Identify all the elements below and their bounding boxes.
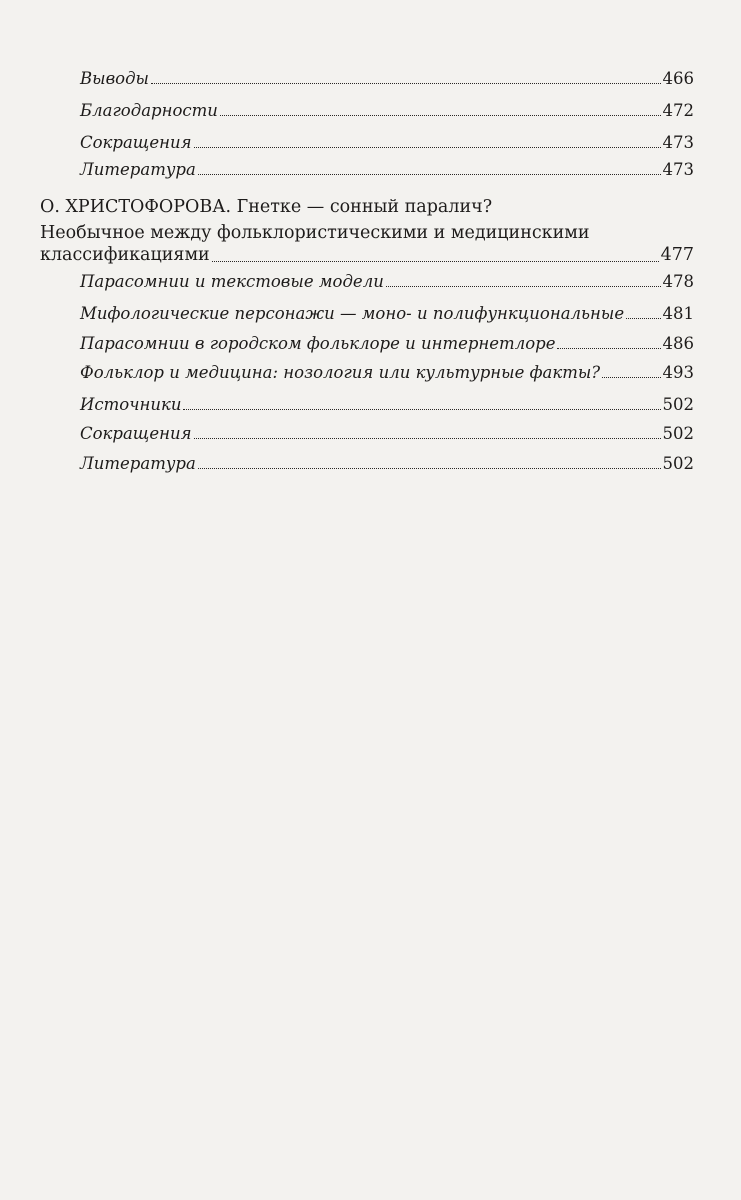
toc-entry-literature[interactable] bbox=[80, 160, 694, 180]
toc-entry-page: 502 bbox=[662, 454, 694, 473]
toc-entry-title: Благодарности bbox=[80, 101, 218, 120]
toc-entry-literature-2[interactable] bbox=[80, 454, 694, 474]
toc-entry-title: Выводы bbox=[80, 69, 149, 88]
dot-leader bbox=[198, 174, 661, 175]
dot-leader bbox=[183, 409, 660, 410]
toc-entry-title: Сокращения bbox=[80, 133, 192, 152]
dot-leader bbox=[602, 377, 660, 378]
chapter-heading-line-1[interactable]: О. ХРИСТОФОРОВА. Гнетке — сонный паралич? bbox=[40, 197, 493, 217]
toc-entry-parasomnia-models[interactable] bbox=[80, 272, 694, 292]
toc-entry-title: Парасомнии и текстовые модели bbox=[80, 272, 384, 291]
toc-entry-title: Фольклор и медицина: нозология или культурные факты? bbox=[80, 363, 601, 382]
toc-entry-page: 486 bbox=[662, 334, 694, 353]
toc-entry-conclusions[interactable] bbox=[80, 69, 694, 89]
toc-entry-title: Мифологические персонажи — моно- и полифункциональные bbox=[80, 304, 625, 323]
toc-entry-page: 481 bbox=[662, 304, 694, 323]
toc-entry-urban-folklore[interactable] bbox=[80, 334, 694, 354]
toc-entry-folklore-medicine[interactable] bbox=[80, 363, 694, 383]
dot-leader bbox=[212, 261, 659, 262]
toc-entry-page: 502 bbox=[662, 395, 694, 414]
toc-entry-mythological-characters[interactable] bbox=[80, 304, 694, 324]
chapter-heading-line-2[interactable]: Необычное между фольклористическими и медицинскими bbox=[40, 223, 590, 243]
chapter-page: 477 bbox=[660, 245, 694, 265]
dot-leader bbox=[220, 115, 661, 116]
toc-entry-sources[interactable] bbox=[80, 395, 694, 415]
dot-leader bbox=[198, 468, 661, 469]
toc-entry-page: 472 bbox=[662, 101, 694, 120]
toc-entry-title: Сокращения bbox=[80, 424, 192, 443]
toc-entry-title: Парасомнии в городском фольклоре и интернетлоре bbox=[80, 334, 556, 353]
toc-entry-page: 466 bbox=[662, 69, 694, 88]
toc-entry-title: Источники bbox=[80, 395, 182, 414]
toc-entry-page: 478 bbox=[662, 272, 694, 291]
toc-entry-title: Литература bbox=[80, 454, 196, 473]
dot-leader bbox=[151, 83, 661, 84]
dot-leader bbox=[626, 318, 660, 319]
toc-entry-abbreviations[interactable] bbox=[80, 133, 694, 153]
dot-leader bbox=[194, 147, 661, 148]
chapter-heading-line-3[interactable] bbox=[40, 244, 694, 267]
toc-entry-title: Литература bbox=[80, 160, 196, 179]
toc-entry-page: 502 bbox=[662, 424, 694, 443]
chapter-heading-tail: классификациями bbox=[40, 245, 210, 265]
dot-leader bbox=[557, 348, 660, 349]
dot-leader bbox=[386, 286, 661, 287]
toc-entry-page: 473 bbox=[662, 160, 694, 179]
toc-entry-page: 473 bbox=[662, 133, 694, 152]
dot-leader bbox=[194, 438, 661, 439]
toc-entry-abbreviations-2[interactable] bbox=[80, 424, 694, 444]
toc-entry-page: 493 bbox=[662, 363, 694, 382]
toc-entry-acknowledgements[interactable] bbox=[80, 101, 694, 121]
